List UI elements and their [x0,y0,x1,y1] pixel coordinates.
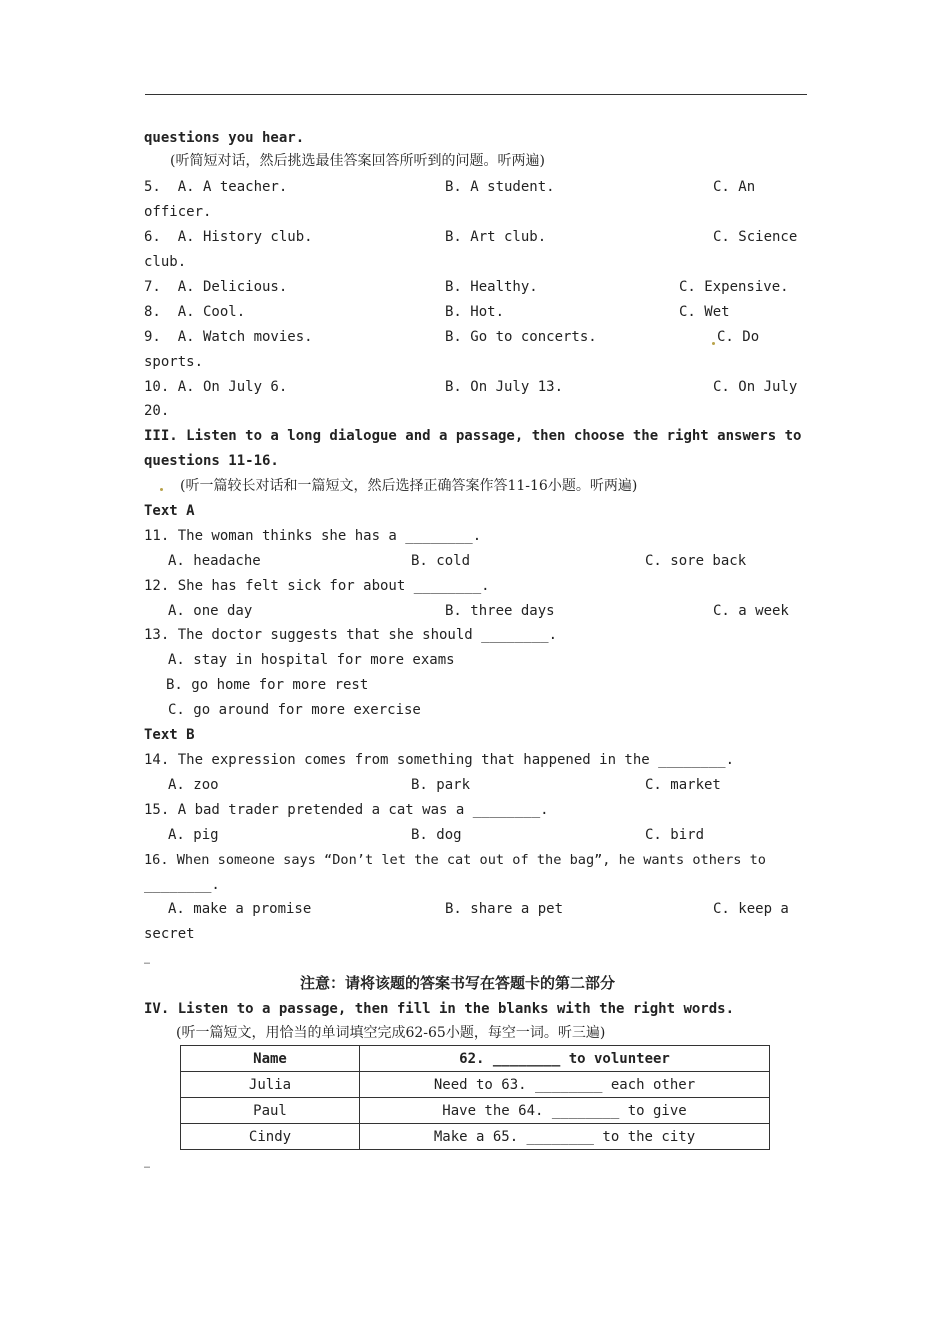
q15-option-c: C. bird [645,827,705,843]
text-a-label: Text A [144,503,195,519]
section3-heading: III. Listen to a long dialogue and a passage, then choose the right answers to [144,428,802,444]
q13-stem: 13. The doctor suggests that she should ________. [144,627,558,643]
ellipsis-mark: … [144,1160,151,1171]
q7-option-b: B. Healthy. [445,279,538,295]
q16-option-b: B. share a pet [445,901,564,917]
section2-instruction: (听简短对话，然后挑选最佳答案回答所听到的问题。听两遍) [170,153,545,169]
q16-blank: ________. [144,877,220,893]
fill-in-table [180,1045,770,1150]
q12-option-c: C. a week [713,603,789,619]
table-cell-name: Julia [181,1072,360,1098]
table-header-q62: 62. ________ to volunteer [360,1046,770,1072]
ellipsis-mark: … [144,956,151,967]
q9-option-c: C. Do [717,329,760,345]
q12-stem: 12. She has felt sick for about ________. [144,578,490,594]
table-row [181,1124,770,1150]
table-cell-q63: Need to 63. ________ each other [360,1072,770,1098]
q11-stem: 11. The woman thinks she has a ________. [144,528,482,544]
table-cell-q64: Have the 64. ________ to give [360,1098,770,1124]
q10-option-a: 10. A. On July 6. [144,379,288,395]
q9-option-b: B. Go to concerts. [445,329,597,345]
q15-option-b: B. dog [411,827,462,843]
q14-option-b: B. park [411,777,471,793]
q8-option-a: 8. A. Cool. [144,304,246,320]
q11-option-a: A. headache [168,553,261,569]
q14-option-c: C. market [645,777,721,793]
table-cell-name: Paul [181,1098,360,1124]
table-header-name: Name [181,1046,360,1072]
q5-option-b: B. A student. [445,179,555,195]
answer-sheet-notice: 注意：请将该题的答案书写在答题卡的第二部分 [300,974,616,992]
q11-option-b: B. cold [411,553,471,569]
table-cell-q65: Make a 65. ________ to the city [360,1124,770,1150]
q7-option-c: C. Expensive. [679,279,789,295]
q6-option-a: 6. A. History club. [144,229,313,245]
q16-option-c-wrap: secret [144,926,195,942]
q16-option-c: C. keep a [713,901,789,917]
q13-option-a: A. stay in hospital for more exams [168,652,455,668]
q15-option-a: A. pig [168,827,219,843]
q11-option-c: C. sore back [645,553,747,569]
section4-instruction: (听一篇短文，用恰当的单词填空完成62-65小题，每空一词。听三遍) [176,1025,606,1041]
section2-heading-tail: questions you hear. [144,130,305,146]
q5-option-c: C. An [713,179,756,195]
q6-option-b: B. Art club. [445,229,547,245]
section4-heading: IV. Listen to a passage, then fill in the blanks with the right words. [144,1001,735,1017]
q5-option-c-wrap: officer. [144,204,212,220]
section3-heading-cont: questions 11-16. [144,453,279,469]
table-cell-name: Cindy [181,1124,360,1150]
q9-option-c-wrap: sports. [144,354,204,370]
table-row [181,1072,770,1098]
q8-option-c: C. Wet [679,304,730,320]
q12-option-b: B. three days [445,603,555,619]
stray-dot-mark [160,488,163,491]
text-b-label: Text B [144,727,195,743]
q10-option-b: B. On July 13. [445,379,564,395]
q10-option-c-wrap: 20. [144,403,170,419]
q6-option-c: C. Science [713,229,798,245]
q10-option-c: C. On July [713,379,798,395]
q6-option-c-wrap: club. [144,254,187,270]
q7-option-a: 7. A. Delicious. [144,279,288,295]
q14-option-a: A. zoo [168,777,219,793]
q13-option-c: C. go around for more exercise [168,702,421,718]
q15-stem: 15. A bad trader pretended a cat was a ________. [144,802,549,818]
q13-option-b: B. go home for more rest [166,677,369,693]
stray-dot-mark [712,342,715,345]
q16-stem: 16. When someone says “Don’t let the cat out of the bag”, he wants others to [144,852,766,868]
q9-option-a: 9. A. Watch movies. [144,329,313,345]
header-rule [145,94,807,95]
section3-instruction: (听一篇较长对话和一篇短文，然后选择正确答案作答11-16小题。听两遍) [180,478,638,494]
q14-stem: 14. The expression comes from something that happened in the ________. [144,752,735,768]
table-header-row [181,1046,770,1072]
q8-option-b: B. Hot. [445,304,505,320]
q5-option-a: 5. A. A teacher. [144,179,288,195]
table-row [181,1098,770,1124]
q16-option-a: A. make a promise [168,901,312,917]
q12-option-a: A. one day [168,603,253,619]
